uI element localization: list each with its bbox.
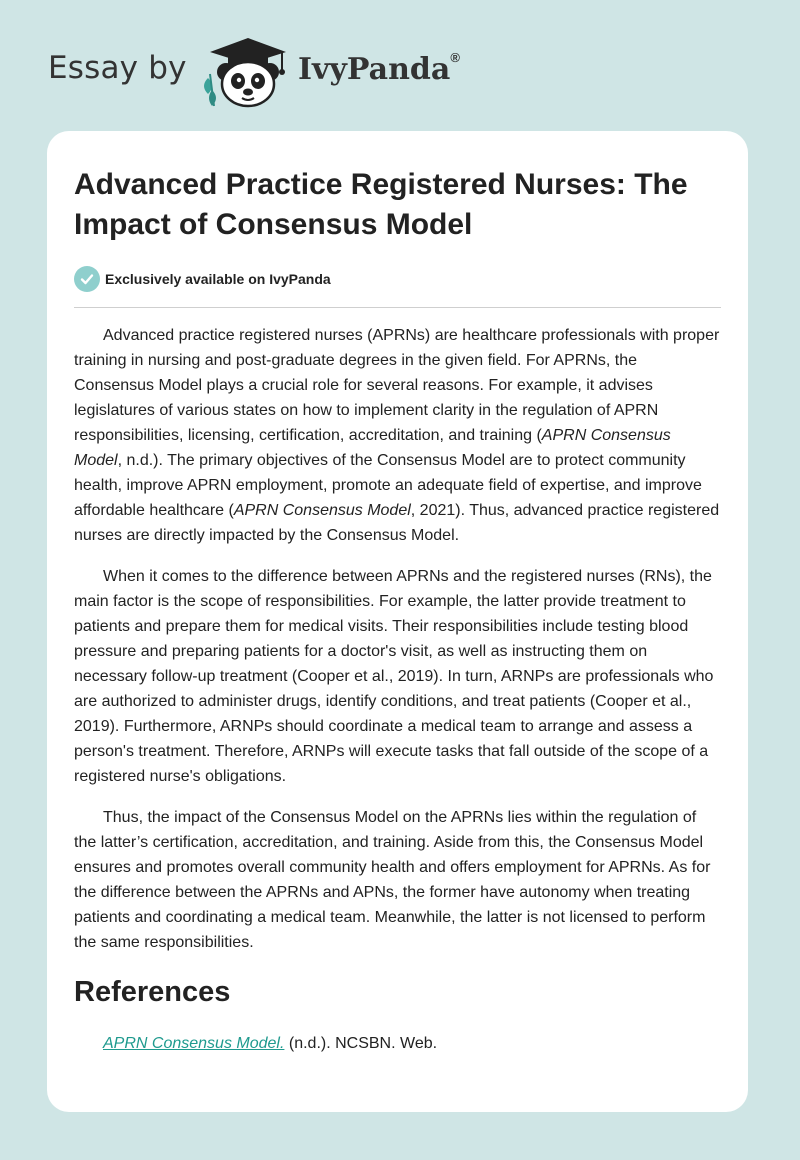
registered-mark: ® (450, 50, 460, 65)
ivypanda-logo-icon[interactable] (198, 34, 294, 108)
site-header (0, 0, 800, 120)
citation-title: APRN Consensus Model (233, 502, 411, 519)
brand-text: IvyPanda (298, 52, 451, 87)
reference-details: (n.d.). NCSBN. Web. (284, 1035, 438, 1052)
citation-title: APRN Consensus Model (74, 427, 671, 469)
paragraph-text: Thus, the impact of the Consensus Model on the APRNs lies within the regulation of the latter’s certification, accreditation, and training. Aside from this, the Consensus Model ensures and promotes overall community health and offers employment for APRNs. As for the difference between the APRNs and APNs, the former have autonomy when treating patients and coordinating a medical team. Meanwhile, the latter is not licensed to perform the same responsibilities. (74, 809, 711, 951)
page-title: Advanced Practice Registered Nurses: The Impact of Consensus Model (74, 168, 688, 241)
reference-link[interactable]: APRN Consensus Model. (103, 1035, 285, 1052)
paragraph (74, 323, 721, 548)
check-circle-icon (74, 266, 100, 292)
paragraph (74, 564, 721, 789)
essay-body (74, 323, 721, 955)
divider (74, 307, 721, 308)
exclusive-label: Exclusively available on IvyPanda (105, 271, 331, 287)
paragraph-text: , 2021). Thus, advanced practice registered nurses are directly impacted by the Consensus Model. (74, 502, 720, 544)
paragraph (74, 805, 721, 955)
paragraph-text: Advanced practice registered nurses (APRNs) are healthcare professionals with proper training in nursing and post-graduate degrees in the given field. For APRNs, the Consensus Model plays a crucial role for several reasons. For example, it advises legislatures of various states on how to implement clarity in the regulation of APRN responsibilities, licensing, certification, accreditation, and training ( (74, 327, 720, 444)
brand-name[interactable] (298, 52, 460, 87)
paragraph-text: When it comes to the difference between APRNs and the registered nurses (RNs), the main factor is the scope of responsibilities. For example, the latter provide treatment to patients and prepare them for medical visits. Their responsibilities include testing blood pressure and preparing patients for a doctor's visit, as well as instructing them on necessary follow-up treatment (Cooper et al., 2019). In turn, ARNPs are professionals who are authorized to administer drugs, identify conditions, and treat patients (Cooper et al., 2019). Furthermore, ARNPs should coordinate a medical team to arrange and assess a person's treatment. Therefore, ARNPs will execute tasks that fall outside of the scope of a registered nurse's obligations. (74, 568, 714, 785)
references-heading: References (74, 976, 231, 1008)
exclusive-badge (74, 265, 721, 293)
reference-item (74, 1032, 721, 1056)
essay-card (47, 131, 748, 1112)
essay-by-label: Essay by (48, 50, 187, 86)
paragraph-text: , n.d.). The primary objectives of the Consensus Model are to protect community health, improve APRN employment, promote an adequate field of expertise, and improve affordable healthcare ( (74, 452, 702, 519)
